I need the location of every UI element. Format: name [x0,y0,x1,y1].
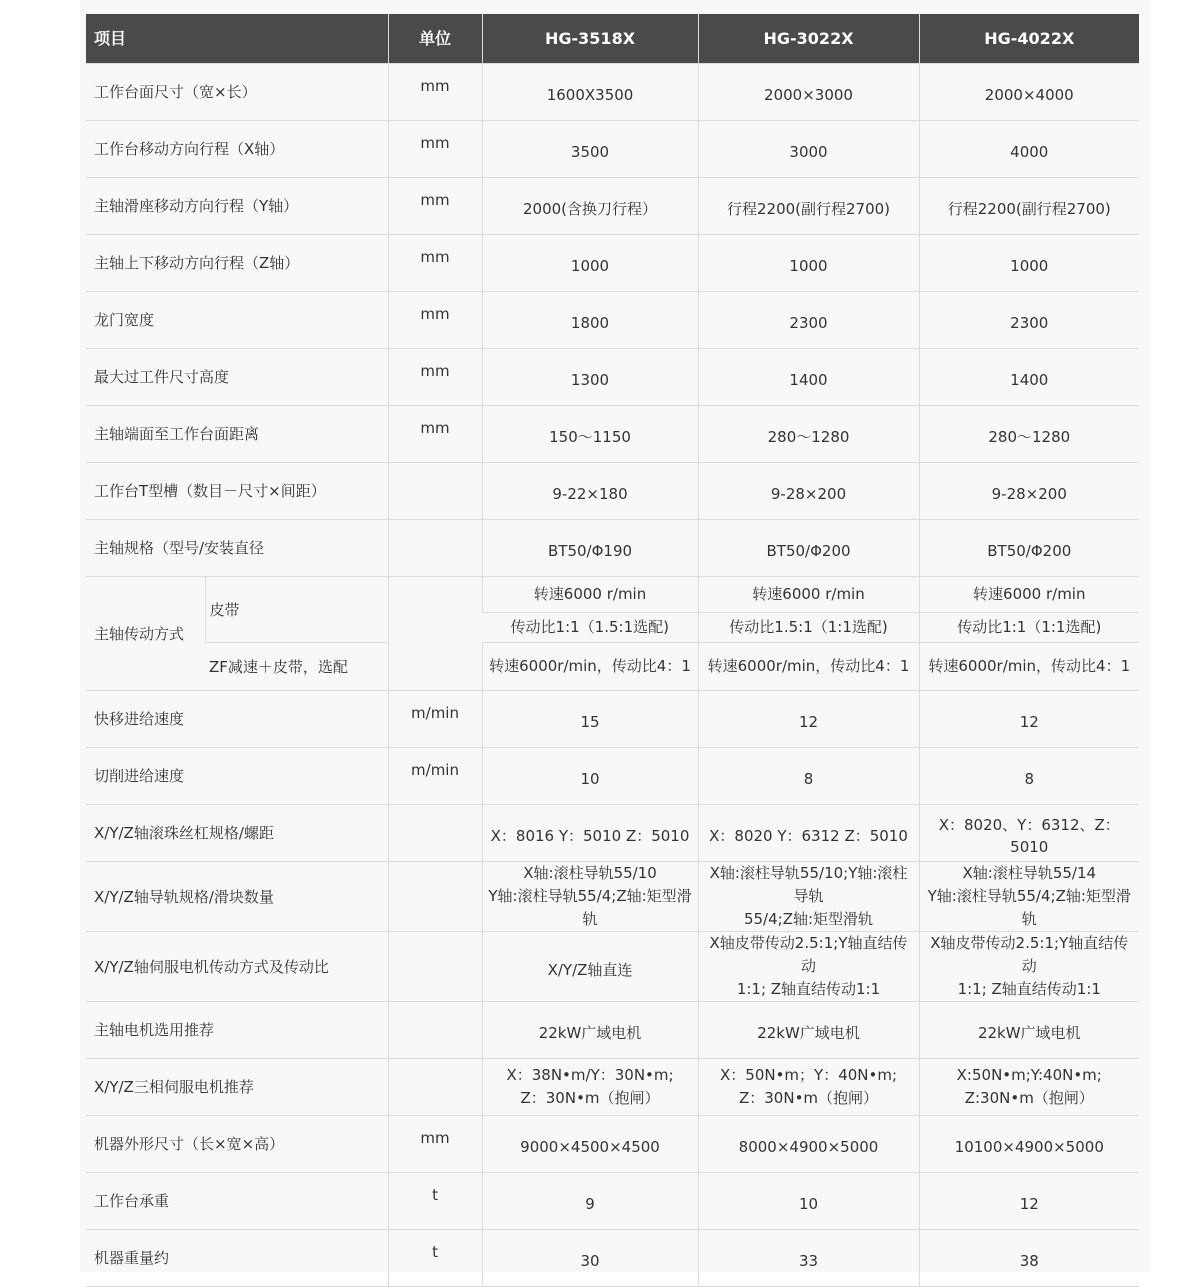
row-item: X/Y/Z轴导轨规格/滑块数量 [86,862,388,932]
row-value: 1400 [698,349,919,406]
row-unit: mm [388,292,482,349]
row-value: 10100×4900×5000 [919,1116,1139,1173]
row-value: 转速6000r/min，传动比4：1 [698,643,919,691]
row-value: 22kW广域电机 [482,1002,698,1059]
table-row [86,406,1139,463]
row-value: BT50/Φ200 [919,520,1139,577]
row-value: 2000×3000 [698,64,919,121]
row-value: 传动比1.5:1（1:1选配) [698,613,919,643]
row-value: 2000×4000 [919,64,1139,121]
row-item: 切削进给速度 [86,748,388,805]
row-item: 主轴规格（型号/安装直径 [86,520,388,577]
table-row [86,178,1139,235]
row-value: 1800 [482,292,698,349]
row-item: X/Y/Z轴伺服电机传动方式及传动比 [86,932,388,1002]
row-value: BT50/Φ200 [698,520,919,577]
row-unit: m/min [388,691,482,748]
header-model: HG-3518X [482,14,698,64]
row-item: 快移进给速度 [86,691,388,748]
row-value: X轴皮带传动2.5:1;Y轴直结传动 1:1; Z轴直结传动1:1 [919,932,1139,1002]
row-value: 22kW广域电机 [919,1002,1139,1059]
table-row [86,520,1139,577]
table-row [86,643,1139,691]
header-unit: 单位 [388,14,482,64]
row-item: 龙门宽度 [86,292,388,349]
row-value: 3500 [482,121,698,178]
row-value: 12 [919,1173,1139,1230]
row-value: 转速6000 r/min [919,577,1139,613]
row-item: 主轴电机选用推荐 [86,1002,388,1059]
table-row [86,1002,1139,1059]
row-item: 机器重量约 [86,1230,388,1287]
row-value: 38 [919,1230,1139,1287]
table-row [86,1230,1139,1287]
row-value: 3000 [698,121,919,178]
table-row [86,577,1139,613]
row-value: X轴:滚柱导轨55/10 Y轴:滚柱导轨55/4;Z轴:矩型滑轨 [482,862,698,932]
row-value: 30 [482,1230,698,1287]
row-unit [388,577,482,691]
table-row [86,292,1139,349]
row-unit [388,520,482,577]
row-item: 工作台承重 [86,1173,388,1230]
row-item: 机器外形尺寸（长×宽×高） [86,1116,388,1173]
row-value: 8 [698,748,919,805]
row-item: 工作台面尺寸（宽×长） [86,64,388,121]
row-value: 8000×4900×5000 [698,1116,919,1173]
drive-section [86,577,1139,691]
row-value: 传动比1:1（1.5:1选配) [482,613,698,643]
row-value: 转速6000r/min，传动比4：1 [919,643,1139,691]
table-row [86,691,1139,748]
row-value: 9 [482,1173,698,1230]
row-value: 9-28×200 [698,463,919,520]
row-value: X/Y/Z轴直连 [482,932,698,1002]
row-item: X/Y/Z三相伺服电机推荐 [86,1059,388,1116]
row-item: 最大过工件尺寸高度 [86,349,388,406]
table-row [86,1173,1139,1230]
header-model: HG-4022X [919,14,1139,64]
row-value: 33 [698,1230,919,1287]
table-row [86,932,1139,1002]
row-unit: mm [388,235,482,292]
row-item: 主轴端面至工作台面距离 [86,406,388,463]
table-row [86,862,1139,932]
row-value: 1600X3500 [482,64,698,121]
row-value: 2300 [698,292,919,349]
row-value: X：8016 Y：5010 Z：5010 [482,805,698,862]
row-value: 9-28×200 [919,463,1139,520]
row-unit: mm [388,121,482,178]
row-value: 传动比1:1（1:1选配) [919,613,1139,643]
table-row [86,64,1139,121]
row-value: 12 [919,691,1139,748]
header-model: HG-3022X [698,14,919,64]
row-value: X:50N•m;Y:40N•m; Z:30N•m（抱闸） [919,1059,1139,1116]
table-row [86,235,1139,292]
row-unit: t [388,1173,482,1230]
table-row [86,1116,1139,1173]
row-item: 工作台T型槽（数目－尺寸×间距） [86,463,388,520]
row-unit [388,1059,482,1116]
drive-belt-label: 皮带 [205,577,388,643]
row-value: 1000 [482,235,698,292]
spec-table [86,14,1139,1287]
row-value: 280～1280 [698,406,919,463]
table-row [86,1059,1139,1116]
row-value: 2000(含换刀行程） [482,178,698,235]
row-value: 2300 [919,292,1139,349]
row-unit: mm [388,406,482,463]
row-unit: m/min [388,748,482,805]
row-unit: mm [388,349,482,406]
row-value: 1000 [698,235,919,292]
row-unit [388,932,482,1002]
drive-zf-label: ZF减速＋皮带，选配 [205,643,388,691]
row-item: 主轴滑座移动方向行程（Y轴） [86,178,388,235]
row-unit: mm [388,1116,482,1173]
row-value: X轴:滚柱导轨55/14 Y轴:滚柱导轨55/4;Z轴:矩型滑轨 [919,862,1139,932]
row-value: 行程2200(副行程2700) [698,178,919,235]
row-value: X轴:滚柱导轨55/10;Y轴:滚柱导轨 55/4;Z轴:矩型滑轨 [698,862,919,932]
row-value: 10 [482,748,698,805]
row-value: 280～1280 [919,406,1139,463]
row-unit [388,805,482,862]
row-value: BT50/Φ190 [482,520,698,577]
row-value: 1300 [482,349,698,406]
row-value: 22kW广域电机 [698,1002,919,1059]
row-unit [388,463,482,520]
row-value: 转速6000r/min，传动比4：1 [482,643,698,691]
table-row [86,463,1139,520]
row-unit: mm [388,178,482,235]
row-item: 主轴上下移动方向行程（Z轴） [86,235,388,292]
table-row [86,121,1139,178]
row-value: 150～1150 [482,406,698,463]
row-value: X：50N•m；Y：40N•m; Z：30N•m（抱闸） [698,1059,919,1116]
row-item: X/Y/Z轴滚珠丝杠规格/螺距 [86,805,388,862]
header-row [86,14,1139,64]
row-unit: t [388,1230,482,1287]
row-unit: mm [388,64,482,121]
row-value: 4000 [919,121,1139,178]
row-value: 12 [698,691,919,748]
row-unit [388,1002,482,1059]
row-value: 1000 [919,235,1139,292]
row-item: 工作台移动方向行程（X轴） [86,121,388,178]
row-value: 15 [482,691,698,748]
row-value: 转速6000 r/min [482,577,698,613]
row-value: 8 [919,748,1139,805]
row-value: 行程2200(副行程2700) [919,178,1139,235]
header-item: 项目 [86,14,388,64]
table-row [86,748,1139,805]
table-body-top [86,64,1139,577]
row-unit [388,862,482,932]
row-value: X轴皮带传动2.5:1;Y轴直结传动 1:1; Z轴直结传动1:1 [698,932,919,1002]
row-value: X：8020 Y：6312 Z：5010 [698,805,919,862]
row-value: 9-22×180 [482,463,698,520]
table-row [86,805,1139,862]
row-value: 1400 [919,349,1139,406]
table-body-bottom [86,691,1139,1287]
table-row [86,349,1139,406]
row-value: 10 [698,1173,919,1230]
row-value: X：8020、Y：6312、Z：5010 [919,805,1139,862]
row-value: X：38N•m/Y：30N•m; Z：30N•m（抱闸） [482,1059,698,1116]
row-value: 转速6000 r/min [698,577,919,613]
row-item: 主轴传动方式 [86,577,205,691]
row-value: 9000×4500×4500 [482,1116,698,1173]
